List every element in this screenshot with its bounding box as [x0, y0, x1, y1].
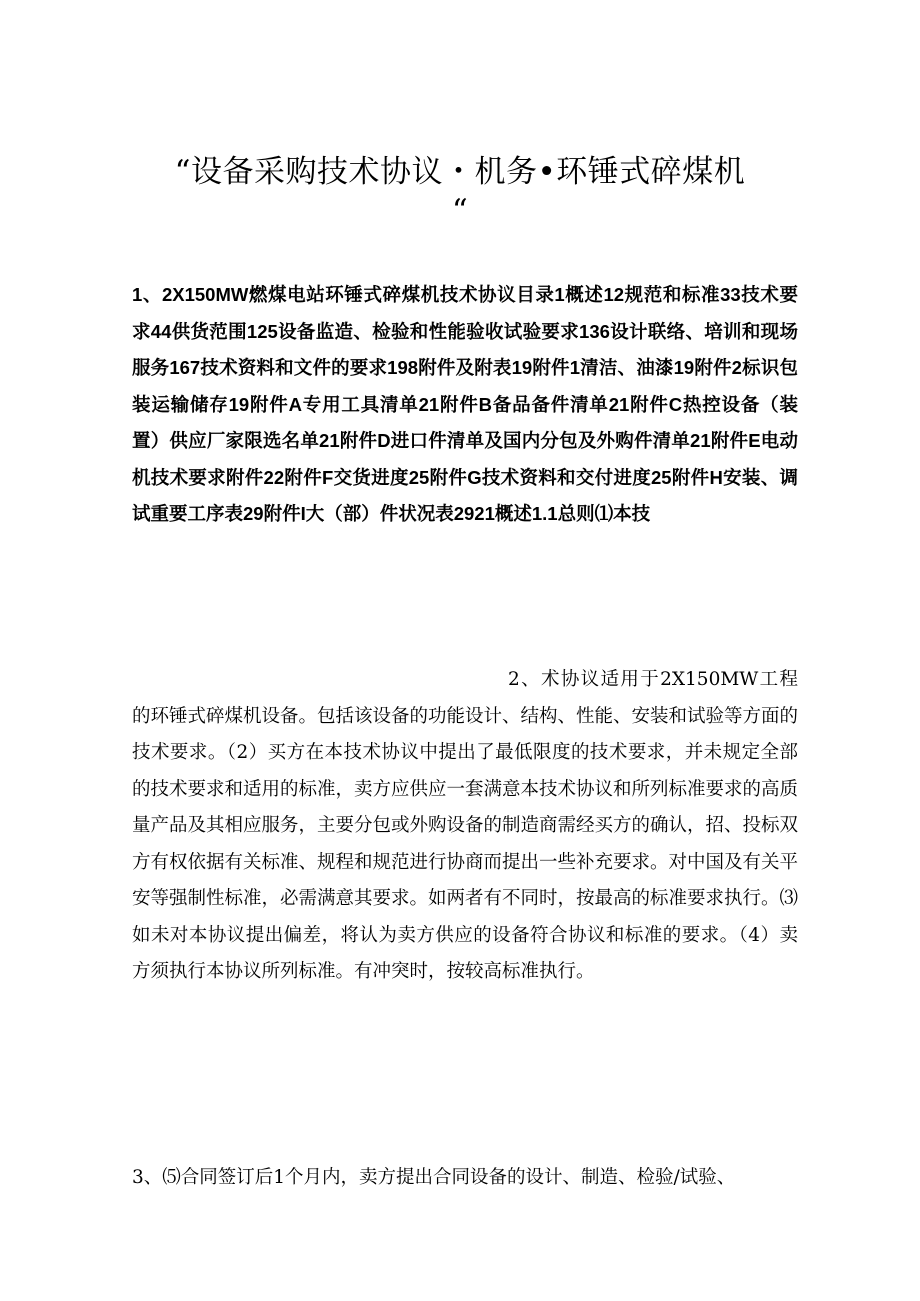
paragraph-contract-signing: 3、⑸合同签订后1个月内，卖方提出合同设备的设计、制造、检验/试验、 [132, 1167, 736, 1188]
title-closing-quote: “ [451, 193, 469, 229]
document-title [110, 150, 810, 228]
title-text: “设备采购技术协议・机务•环锤式碎煤机 [174, 154, 746, 190]
paragraph-general-provisions: 2、术协议适用于2X150MW工程的环锤式碎煤机设备。包括该设备的功能设计、结构、性能、安装和试验等方面的技术要求。（2）买方在本技术协议中提出了最低限度的技术要求，并未规定全部的技术要求和适用的标准，卖方应供应一套满意本技术协议和所列标准要求的高质量产品及其相应服务，主要分包或外购设备的制造商需经买方的确认，招、投标双方有权依据有关标准、规程和规范进行协商而提出一些补充要求。对中国及有关平安等强制性标准，必需满意其要求。如两者有不同时，按最高的标准要求执行。⑶如未对本协议提出偏差，将认为卖方供应的设备符合协议和标准的要求。（4）卖方须执行本协议所列标准。有冲突时，按较高标准执行。 [132, 669, 799, 982]
paragraph-table-of-contents: 1、2X150MW燃煤电站环锤式碎煤机技术协议目录1概述12规范和标准33技术要求44供货范围125设备监造、检验和性能验收试验要求136设计联络、培训和现场服务167技术资料和文件的要求198附件及附表19附件1清洁、油漆19附件2标识包装运输储存19附件A专用工具清单21附件B备品备件清单21附件C热控设备（装置）供应厂家限选名单21附件D进口件清单及国内分包及外购件清单21附件E电动机技术要求附件22附件F交货进度25附件G技术资料和交付进度25附件H安装、调试重要工序表29附件I大（部）件状况表2921概述1.1总则⑴本技 [132, 284, 798, 524]
